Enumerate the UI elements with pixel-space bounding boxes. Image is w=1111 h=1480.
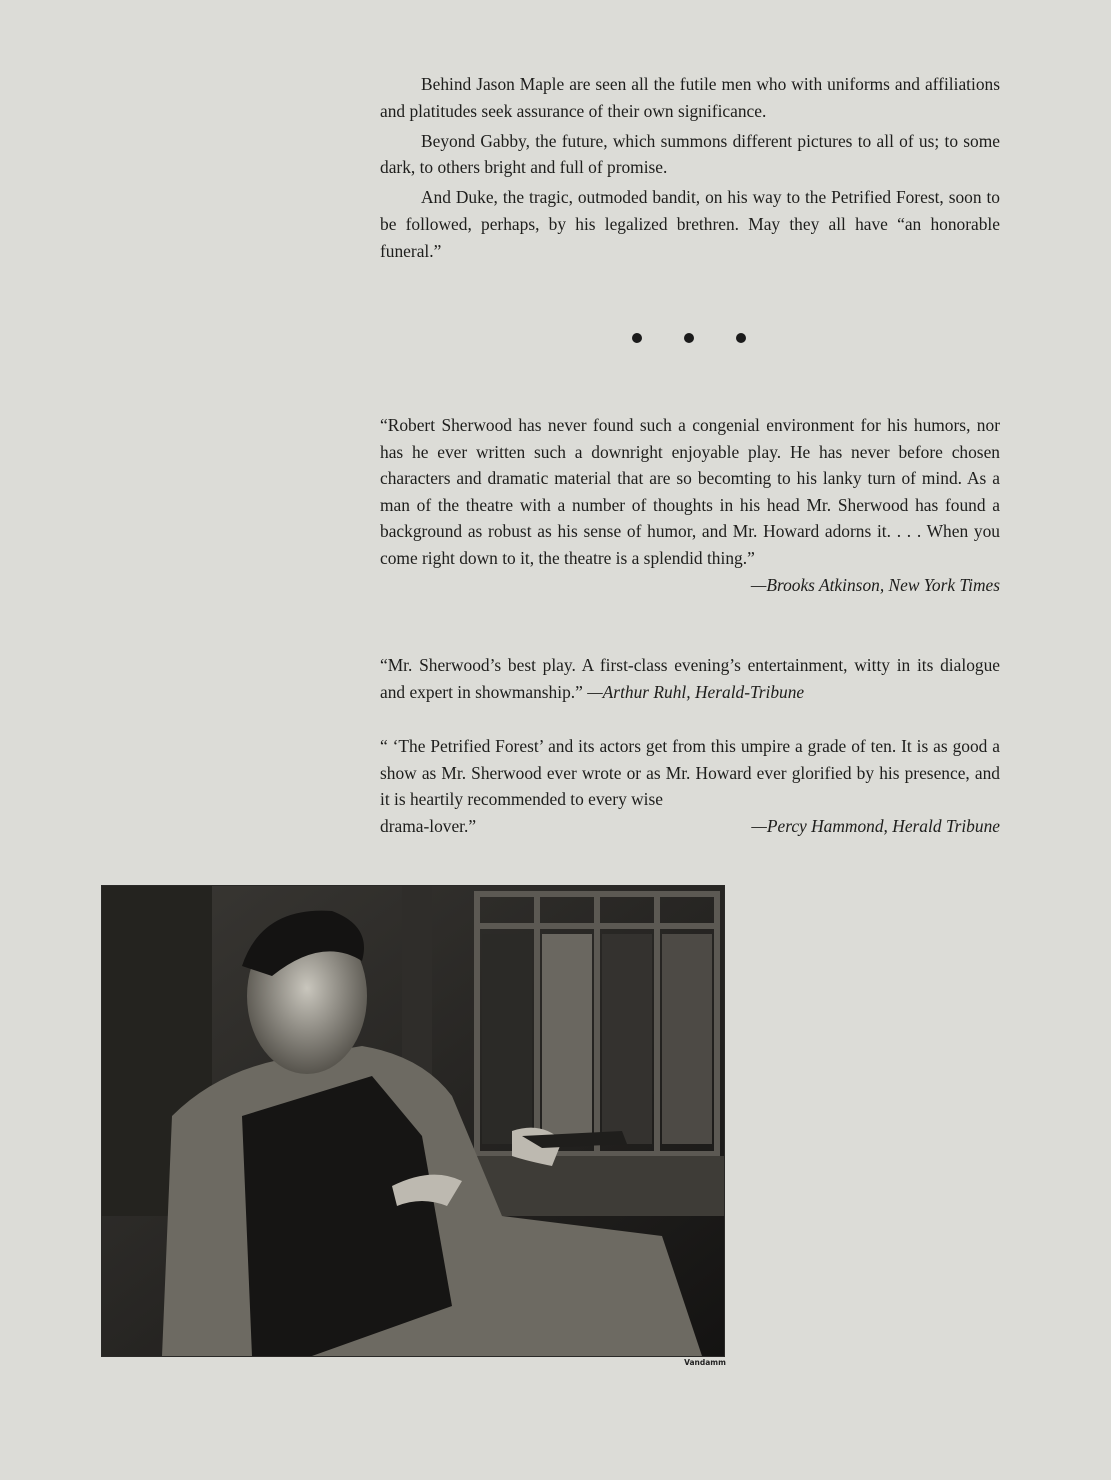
photo-credit: Vandamm	[684, 1358, 726, 1367]
review-attribution: —Brooks Atkinson, New York Times	[750, 574, 1000, 595]
review-last-line	[380, 813, 1000, 840]
review-quote: “Mr. Sherwood’s best play. A first-class evening’s entertainment, witty in its dialogue and expert in showmanship.”	[380, 655, 1000, 702]
separator-dot	[736, 333, 746, 343]
photo-scene	[102, 886, 724, 1356]
review-quote: “Robert Sherwood has never found such a congenial environment for his humors, nor has he ever written such a downright enjoyable play. He has never before chosen characters and dramatic material that are so becomting to his lanky turn of mind. As a man of the theatre with a number of thoughts in his head Mr. Sherwood has found a background as robust as his sense of humor, and Mr. Howard adorns it. . . . When you come right down to it, the theatre is a splendid thing.”	[380, 415, 1000, 568]
review-quote: “ ‘The Petrified Forest’ and its actors get from this umpire a grade of ten. It is as good a show as Mr. Sherwood ever wrote or as Mr. Howard ever glorified by his presence, and it is heartily recommended to every wise	[380, 736, 1000, 810]
paragraph-jason-maple: Behind Jason Maple are seen all the futile men who with uniforms and affiliations and platitudes seek assurance of their own significance.	[380, 74, 1000, 121]
production-photo	[102, 886, 724, 1356]
paragraph-duke: And Duke, the tragic, outmoded bandit, on his way to the Petrified Forest, soon to be followed, perhaps, by his legalized brethren. May they all have “an honorable funeral.”	[380, 187, 1000, 261]
separator-dot	[684, 333, 694, 343]
review-quote-with-attribution	[380, 652, 1000, 705]
separator-dot	[632, 333, 642, 343]
review-attribution: —Arthur Ruhl, Herald-Tribune	[587, 681, 805, 702]
review-quote-end: drama-lover.”	[380, 815, 477, 836]
review-atkinson	[380, 412, 1000, 598]
paragraph-gabby: Beyond Gabby, the future, which summons different pictures to all of us; to some dark, to others bright and full of promise.	[380, 130, 1000, 178]
section-separator	[632, 333, 748, 345]
review-hammond	[380, 733, 1000, 839]
intro-text	[380, 71, 1000, 264]
review-ruhl	[380, 652, 1000, 705]
review-attribution: —Percy Hammond, Herald Tribune	[751, 815, 1000, 836]
